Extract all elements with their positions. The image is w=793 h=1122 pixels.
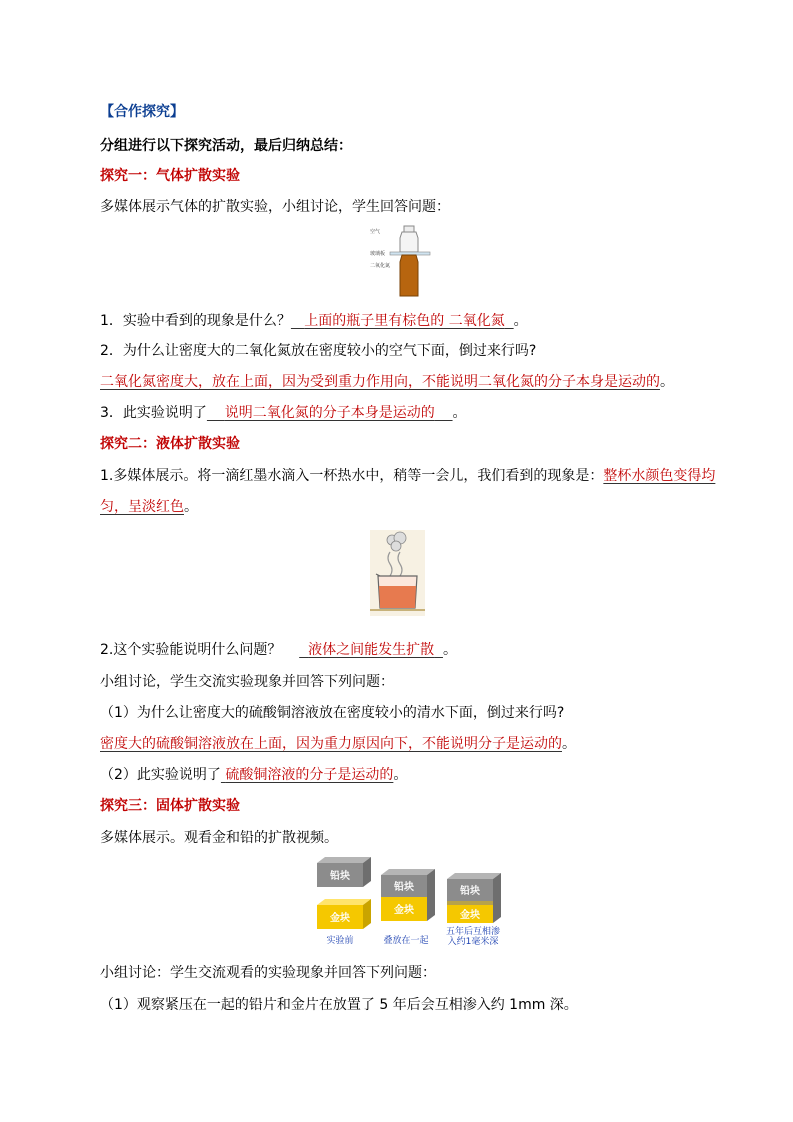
steam-puff-3	[391, 541, 401, 551]
explore2-q2: 2.这个实验能说明什么问题？ 液体之间能发生扩散 。	[100, 642, 457, 658]
explore2-p1: 1.多媒体展示。将一滴红墨水滴入一杯热水中，稍等一会儿，我们看到的现象是：整杯水颜色变得均	[100, 468, 716, 484]
explore3-lead: 多媒体展示。观看金和铅的扩散视频。	[100, 830, 338, 846]
figure-label-no2: 二氧化氮	[370, 263, 391, 269]
figure-label-air: 空气	[370, 229, 381, 235]
explore1-q3: 3．此实验说明了 说明二氧化氮的分子本身是运动的 。	[100, 405, 467, 421]
caption-after-1: 五年后互相渗	[445, 927, 501, 937]
explore3-heading: 探究三：固体扩散实验	[100, 798, 240, 814]
explore1-heading: 探究一：气体扩散实验	[100, 168, 240, 184]
lead-block-label-1: 铅块	[330, 871, 350, 882]
explore1-lead: 多媒体展示气体的扩散实验，小组讨论，学生回答问题：	[100, 199, 450, 215]
caption-after-2: 入约1毫米深	[447, 937, 499, 947]
liquid-diffusion-figure	[370, 530, 425, 616]
explore1-q2: 2．为什么让密度大的二氧化氮放在密度较小的空气下面，倒过来行吗?	[100, 343, 537, 359]
red-water	[379, 586, 416, 608]
caption-before: 实验前	[326, 936, 354, 946]
explore3-discuss: 小组讨论：学生交流观看的实验现象并回答下列问题：	[100, 965, 436, 981]
top-bottle	[400, 232, 418, 252]
lead-block-label-3: 铅块	[460, 886, 480, 897]
section-title: 【合作探究】	[100, 104, 184, 120]
gold-block-label-2: 金块	[394, 905, 414, 916]
stage-stacked	[381, 869, 435, 946]
explore2-s1: （1）为什么让密度大的硫酸铜溶液放在密度较小的清水下面，倒过来行吗?	[100, 705, 565, 721]
explore3-s1: （1）观察紧压在一起的铅片和金片在放置了 5 年后会互相渗入约 1mm 深。	[100, 997, 578, 1013]
top-bottle-neck	[404, 226, 414, 232]
explore2-s2: （2）此实验说明了 硫酸铜溶液的分子是运动的。	[100, 767, 408, 783]
intro-text: 分组进行以下探究活动，最后归纳总结：	[100, 138, 352, 154]
stage-before	[317, 857, 371, 946]
stage-after	[446, 873, 501, 947]
explore2-p1-cont: 匀，呈淡红色。	[100, 499, 198, 515]
gold-block-label-3: 金块	[460, 910, 480, 921]
solid-diffusion-figure	[313, 855, 508, 950]
gold-block-label-1: 金块	[330, 913, 350, 924]
gas-diffusion-figure	[368, 222, 438, 302]
caption-stacked: 叠放在一起	[383, 936, 429, 946]
explore2-heading: 探究二：液体扩散实验	[100, 436, 240, 452]
bottom-bottle	[400, 255, 418, 296]
figure-label-glass: 玻璃板	[370, 251, 386, 257]
explore1-q1: 1．实验中看到的现象是什么？ 上面的瓶子里有棕色的 二氧化氮 。	[100, 313, 528, 329]
lead-block-label-2: 铅块	[394, 882, 414, 893]
explore2-s1-answer: 密度大的硫酸铜溶液放在上面，因为重力原因向下，不能说明分子是运动的。	[100, 736, 576, 752]
explore1-q2-answer: 二氧化氮密度大，放在上面，因为受到重力作用向，不能说明二氧化氮的分子本身是运动的。	[100, 374, 674, 390]
explore2-discuss: 小组讨论，学生交流实验现象并回答下列问题：	[100, 674, 394, 690]
